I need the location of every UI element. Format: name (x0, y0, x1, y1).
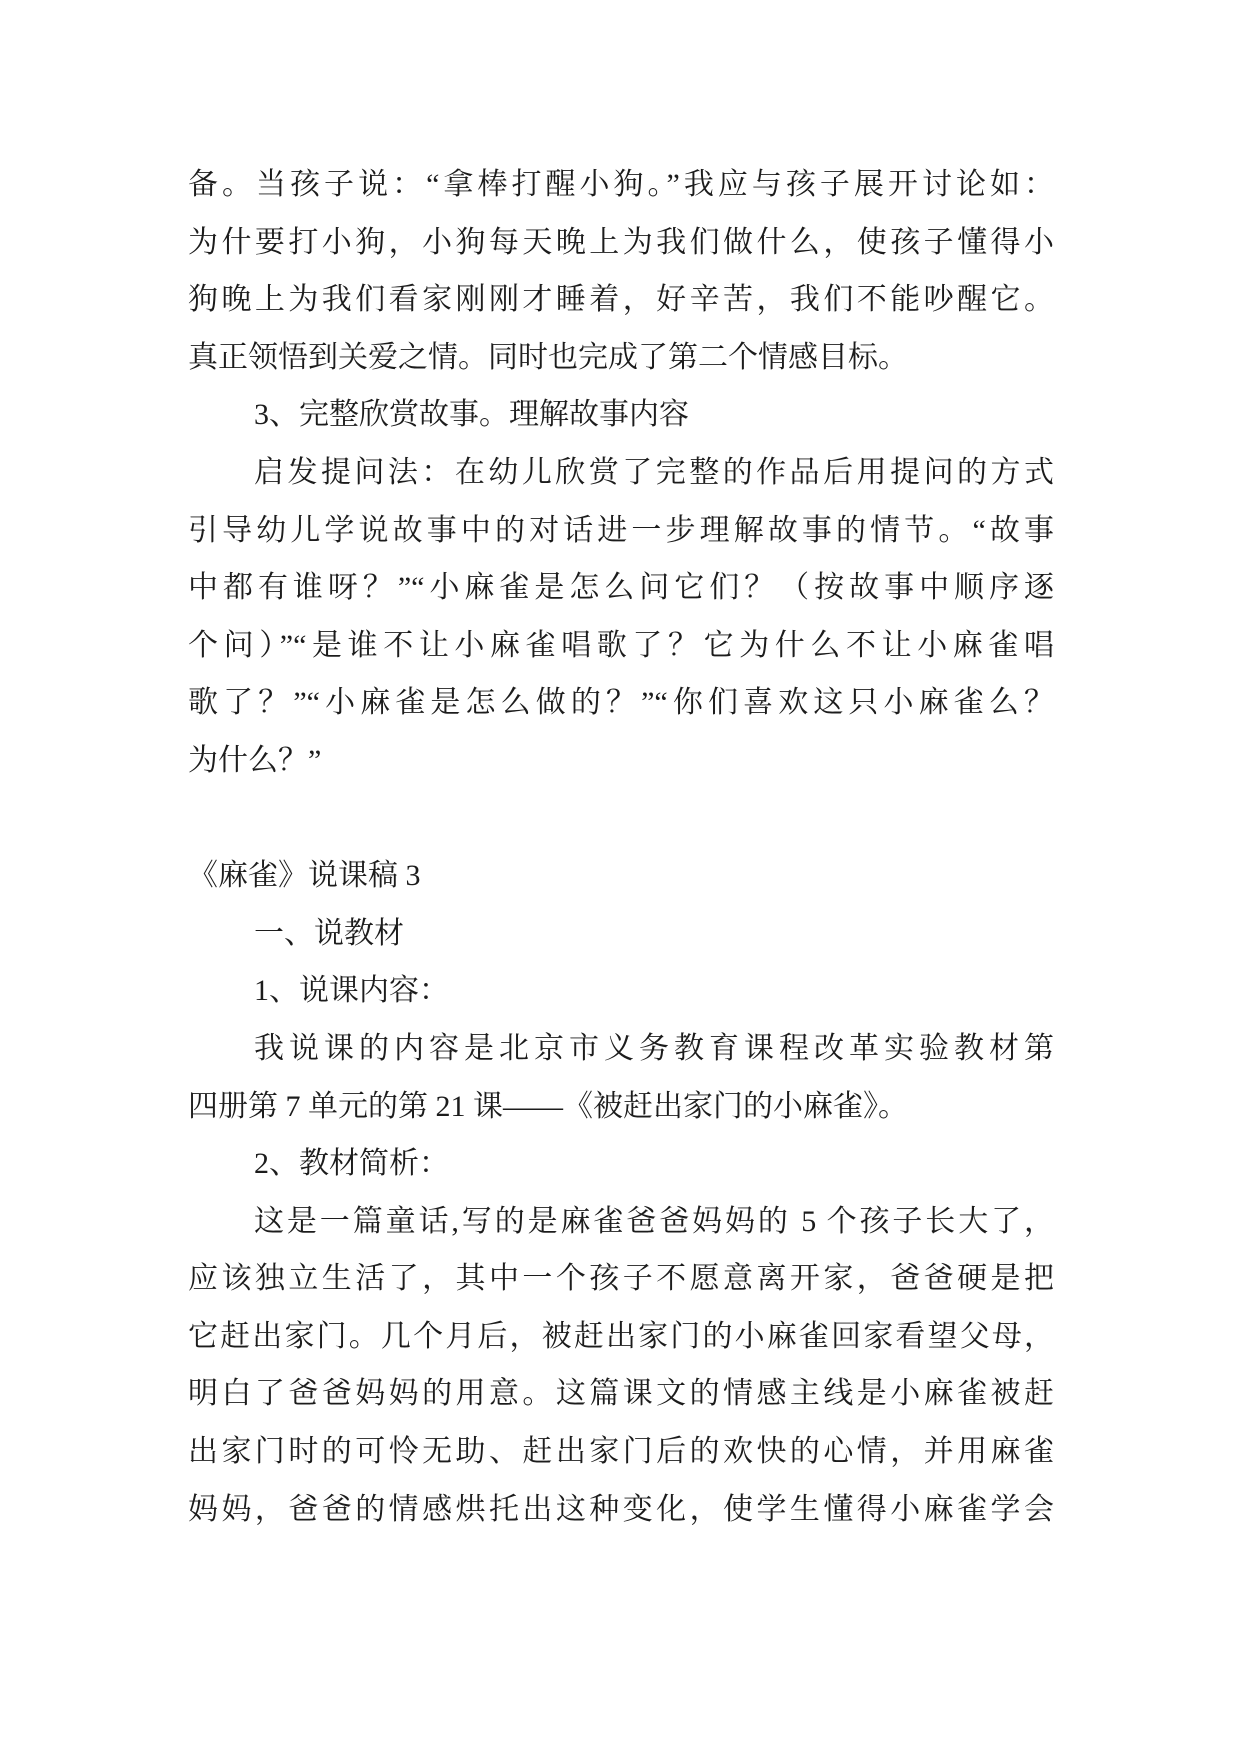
text-line: 真正领悟到关爱之情。同时也完成了第二个情感目标。 (188, 340, 908, 374)
section-title: 《麻雀》说课稿 3 (188, 859, 421, 893)
step-3-heading: 3、完整欣赏故事。理解故事内容 (254, 398, 689, 432)
text-line: 为什要打小狗，小狗每天晚上为我们做什么，使孩子懂得小 (188, 225, 1054, 259)
text-line: 备。当孩子说：“拿棒打醒小狗。”我应与孩子展开讨论如： (188, 168, 1054, 201)
method-paragraph (188, 444, 1054, 790)
text-line: 歌了？”“小麻雀是怎么做的？”“你们喜欢这只小麻雀么？ (188, 686, 1054, 720)
content-paragraph (188, 1020, 1054, 1135)
text-line: 狗晚上为我们看家刚刚才睡着，好辛苦，我们不能吵醒它。 (188, 283, 1054, 317)
intro-paragraph (188, 156, 1054, 386)
text-line: 为什么？” (188, 743, 322, 777)
analysis-paragraph (188, 1193, 1054, 1539)
text-line: 出家门时的可怜无助、赶出家门后的欢快的心情，并用麻雀 (188, 1435, 1054, 1469)
item-1-heading: 1、说课内容： (254, 974, 449, 1008)
text-line: 它赶出家门。几个月后，被赶出家门的小麻雀回家看望父母， (188, 1319, 1054, 1353)
blank-line (188, 790, 1054, 848)
heading-1: 一、说教材 (254, 916, 404, 950)
text-line: 我说课的内容是北京市义务教育课程改革实验教材第 (254, 1031, 1054, 1065)
item-2-heading: 2、教材简析： (254, 1147, 449, 1181)
text-line: 中都有谁呀？”“小麻雀是怎么问它们？（按故事中顺序逐 (188, 571, 1054, 605)
text-line: 四册第 7 单元的第 21 课——《被赶出家门的小麻雀》。 (188, 1089, 908, 1123)
text-line: 引导幼儿学说故事中的对话进一步理解故事的情节。“故事 (188, 513, 1054, 547)
text-line: 启发提问法：在幼儿欣赏了完整的作品后用提问的方式 (254, 455, 1054, 489)
text-line: 应该独立生活了，其中一个孩子不愿意离开家，爸爸硬是把 (188, 1262, 1054, 1296)
text-line: 妈妈，爸爸的情感烘托出这种变化，使学生懂得小麻雀学会 (188, 1492, 1054, 1526)
text-line: 明白了爸爸妈妈的用意。这篇课文的情感主线是小麻雀被赶 (188, 1377, 1054, 1411)
text-line: 这是一篇童话,写的是麻雀爸爸妈妈的 5 个孩子长大了， (254, 1204, 1054, 1238)
document-page (188, 156, 1054, 1538)
text-line: 个问）”“是谁不让小麻雀唱歌了？它为什么不让小麻雀唱 (188, 628, 1054, 662)
